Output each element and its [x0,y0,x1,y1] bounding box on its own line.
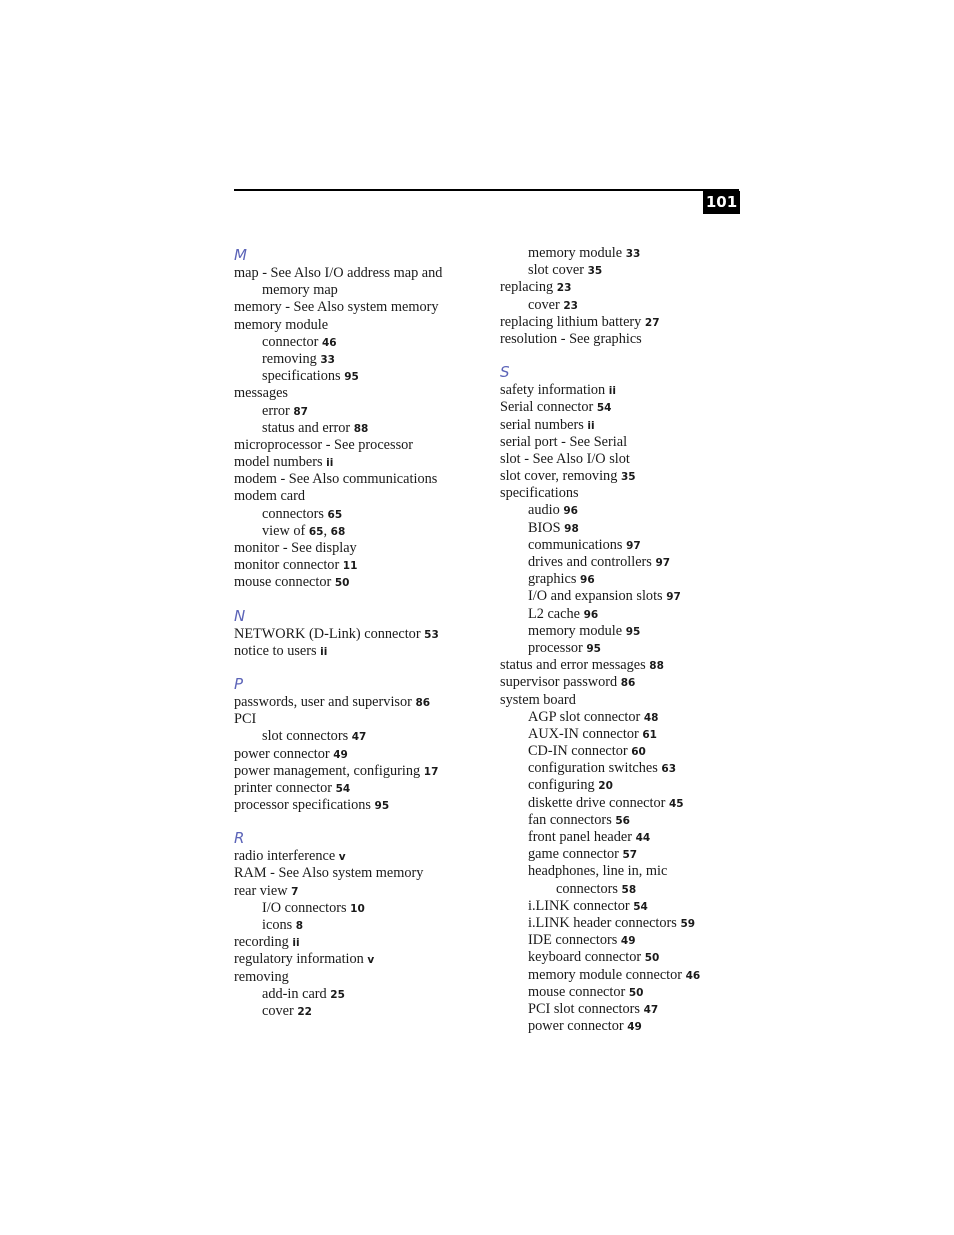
entry-term: status and error messages [500,657,646,674]
entry-term: RAM - See Also system memory [234,865,424,882]
index-entry-mouse-connector [234,574,484,591]
page-ref: 88 [649,660,664,673]
entry-term: removing [234,968,289,985]
index-entry-removing [234,351,484,368]
page-ref: 49 [620,935,636,948]
index-column-right [500,245,750,1035]
index-entry-monitor-connector [234,557,484,574]
page-ref: 33 [320,353,335,366]
index-entry-memory-module [234,317,484,334]
index-entry-rear-view [234,883,484,900]
entry-term: front panel header [528,829,632,845]
entry-term: error [262,402,290,419]
entry-term: specifications [262,368,341,385]
entry-term: graphics [528,571,577,588]
index-entry-pci [234,711,484,728]
page-ref: 10 [350,902,365,915]
entry-term: headphones, line in, mic [528,863,668,880]
page-ref: ii [326,457,334,470]
page-ref: 35 [587,265,603,278]
entry-term: keyboard connector [528,949,642,966]
entry-term: IDE connectors [528,932,618,949]
page-ref: 54 [335,782,351,795]
index-entry-specifications [500,485,750,502]
entry-term: model numbers [234,454,323,471]
entry-term: power management, configuring [234,762,421,779]
index-entry-icons [234,917,484,934]
page-ref: 60 [631,746,646,759]
index-entry-recording [234,934,484,951]
entry-term: memory map [262,282,338,299]
entry-term: rear view [234,882,288,899]
index-entry-agp-slot-connector [500,709,750,726]
page-ref: 87 [293,405,308,418]
page-ref: ii [608,385,616,398]
page-ref: 96 [563,505,578,518]
entry-term: AUX-IN connector [528,725,639,742]
entry-term: connectors [556,880,618,897]
index-entry-bios [500,520,750,537]
entry-term: replacing [500,279,554,296]
index-entry-connector [234,334,484,351]
index-section-s [500,362,750,1035]
index-entry-ram-see-also-system-memory [234,865,484,882]
entry-term: radio interference [234,848,336,865]
page-ref: 97 [666,591,681,604]
entry-term: connector [262,333,319,350]
section-letter: S [500,363,510,382]
page-ref: 35 [620,471,636,484]
entry-term: specifications [500,485,579,502]
page-ref: 48 [643,711,659,724]
page-ref: 47 [351,731,367,744]
index-entry-memory-module [500,623,750,640]
entry-term: slot - See Also I/O slot [500,450,630,467]
page-number: 101 [703,191,740,214]
index-entry-radio-interference [234,848,484,865]
page-ref: 68 [330,525,346,538]
entry-term: system board [500,691,576,708]
page-ref: ii [292,937,300,950]
page-ref: 25 [330,988,345,1001]
page-ref: 50 [628,986,644,999]
entry-term: passwords, user and supervisor [234,693,412,710]
index-entry-microprocessor-see-processor [234,437,484,454]
index-entry-mouse-connector [500,984,750,1001]
index-entry-processor [500,640,750,657]
entry-term: supervisor password [500,674,618,691]
index-entry-status-and-error-messages [500,657,750,674]
page-ref: 88 [353,422,369,435]
index-entry-serial-numbers [500,417,750,434]
section-letter: R [234,829,245,848]
entry-term: Serial connector [500,399,594,416]
index-section-m [234,245,484,592]
page-ref: 56 [615,814,630,827]
entry-term: power connector [528,1018,624,1035]
entry-term: removing [262,350,317,367]
page-ref: 95 [344,371,359,384]
entry-term: replacing lithium battery [500,313,642,330]
entry-term: printer connector [234,779,333,796]
page-ref: 50 [334,577,350,590]
page-ref: 33 [625,248,641,260]
page-ref: 27 [644,316,660,329]
entry-term: microprocessor - See processor [234,436,414,453]
index-section-r [234,828,484,1020]
index-entry-memory-map [234,282,484,299]
index-entry-supervisor-password [500,674,750,691]
entry-term: cover [528,296,560,313]
page-ref: 65 [308,525,324,538]
page-ref: 54 [596,402,612,415]
entry-term: PCI slot connectors [528,1000,640,1017]
index-entry-i-o-and-expansion-slots [500,588,750,605]
index-entry-power-connector [234,746,484,763]
index-entry-aux-in-connector [500,726,750,743]
page-ref: 50 [644,952,660,965]
entry-term: recording [234,934,289,951]
entry-term: communications [528,536,623,553]
index-entry-cover [234,1003,484,1020]
index-entry-memory-module [500,245,750,262]
entry-term: memory module [528,622,623,639]
index-entry-configuring [500,777,750,794]
index-entry-headphones-line-in-mic [500,863,750,880]
page-ref: 59 [680,917,696,930]
index-entry-communications [500,537,750,554]
entry-term: serial port - See Serial [500,433,628,450]
entry-term: icons [262,917,293,933]
page-ref: 49 [333,748,348,761]
entry-term: processor [528,639,583,656]
page-ref: ii [587,419,595,432]
entry-term: drives and controllers [528,554,652,570]
entry-term: AGP slot connector [528,708,641,725]
entry-term: mouse connector [528,983,626,1000]
entry-term: I/O connectors [262,899,347,916]
entry-term: memory - See Also system memory [234,299,439,316]
index-entry-slot-connectors [234,728,484,745]
index-entry-passwords-user-and-supervisor [234,694,484,711]
index-entry-replacing [500,279,750,296]
index-entry-memory-module-connector [500,967,750,984]
page-ref: 97 [626,539,641,552]
entry-term: diskette drive connector [528,794,666,811]
entry-term: map - See Also I/O address map and [234,265,443,281]
index-entry-error [234,403,484,420]
entry-term: slot cover [528,262,584,279]
index-entry-network-d-link-connector [234,626,484,643]
index-entry-fan-connectors [500,812,750,829]
index-entry-add-in-card [234,986,484,1003]
entry-term: messages [234,385,288,402]
index-entry-front-panel-header [500,829,750,846]
page-ref: 86 [415,696,431,709]
entry-term: monitor - See display [234,540,357,556]
index-entry-i-link-connector [500,898,750,915]
index-section-n [234,606,484,660]
index-entry-notice-to-users [234,643,484,660]
page-ref: 97 [655,557,671,569]
entry-term: modem - See Also communications [234,471,438,488]
entry-term: game connector [528,846,619,863]
index-entry-slot-cover [500,262,750,279]
entry-term: configuration switches [528,760,658,777]
entry-term: memory module connector [528,966,683,983]
page-ref: 63 [661,763,677,776]
page-ref: v [338,851,346,864]
page-ref: 46 [321,336,337,349]
index-entry-pci-slot-connectors [500,1001,750,1018]
index-entry-connectors [500,881,750,898]
entry-term: view of [262,522,306,539]
page-ref: 22 [297,1005,312,1018]
entry-term: resolution - See graphics [500,330,642,347]
entry-term: slot cover, removing [500,468,618,485]
index-entry-audio [500,502,750,519]
index-entry-replacing-lithium-battery [500,314,750,331]
entry-term: configuring [528,777,595,794]
page-ref: 65 [327,508,343,521]
page-ref: 95 [374,800,390,813]
index-entry-modem-see-also-communications [234,471,484,488]
index-entry-power-connector [500,1018,750,1035]
entry-term: safety information [500,382,606,399]
page-ref: 45 [668,797,684,810]
entry-term: processor specifications [234,797,371,814]
entry-term: memory module [528,245,623,261]
page-ref: 96 [583,608,599,621]
index-entry-messages [234,385,484,402]
entry-term: modem card [234,488,306,505]
index-entry-map-see-also-i-o-address-map-and [234,265,484,282]
index-entry-slot-see-also-i-o-slot [500,451,750,468]
entry-term: power connector [234,745,330,762]
page-ref: 8 [295,920,304,932]
page-ref: 58 [621,883,637,896]
page-ref: 54 [633,900,648,913]
index-entry-view-of: view of 65, 68 [262,522,346,539]
index-entry-slot-cover-removing [500,468,750,485]
entry-term: i.LINK connector [528,897,630,914]
index-entry-connectors [234,506,484,523]
page-ref: 86 [620,677,636,690]
page-ref: 49 [627,1021,642,1034]
index-entry-memory-see-also-system-memory [234,299,484,316]
index-entry-power-management-configuring [234,763,484,780]
entry-term: connectors [262,505,324,522]
entry-term: audio [528,502,560,519]
entry-term: NETWORK (D-Link) connector [234,625,421,642]
header-rule [234,189,739,191]
entry-term: cover [262,1002,294,1019]
section-letter: N [234,606,246,625]
index-entry-safety-information [500,382,750,399]
page-ref: 44 [635,832,651,844]
entry-term: i.LINK header connectors [528,914,677,931]
entry-term: notice to users [234,642,317,659]
index-entry-regulatory-information [234,951,484,968]
page-ref: 20 [598,780,613,793]
index-entry-model-numbers [234,454,484,471]
page-ref: 47 [643,1003,659,1016]
page-ref: 95 [586,642,601,655]
index-entry-resolution-see-graphics [500,331,750,348]
page-ref: 23 [556,282,572,295]
index-entry-modem-card [234,488,484,505]
index-section-continued [500,245,750,348]
index-entry-ide-connectors [500,932,750,949]
index-entry-configuration-switches [500,760,750,777]
index-entry-processor-specifications [234,797,484,814]
entry-term: L2 cache [528,605,580,622]
index-entry-printer-connector [234,780,484,797]
entry-term: add-in card [262,985,327,1002]
index-entry-system-board [500,692,750,709]
index-section-p [234,674,484,814]
page-ref: 17 [423,765,439,778]
entry-term: CD-IN connector [528,743,628,760]
index-column-left [234,245,484,1020]
page-ref: 7 [291,885,299,898]
index-entry-diskette-drive-connector [500,795,750,812]
index-entry-cover [500,297,750,314]
index-entry-specifications [234,368,484,385]
entry-term: BIOS [528,519,561,536]
page-ref: 46 [685,969,701,982]
entry-term: slot connectors [262,728,349,745]
index-entry-cd-in-connector [500,743,750,760]
page-ref: 11 [342,560,358,573]
index-entry-serial-port-see-serial [500,434,750,451]
page-ref: 57 [622,849,638,862]
index-entry-keyboard-connector [500,949,750,966]
index-entry-l2-cache [500,606,750,623]
index-entry-drives-and-controllers [500,554,750,571]
index-entry-game-connector [500,846,750,863]
index-entry-status-and-error [234,420,484,437]
page-ref: 23 [563,299,578,312]
entry-term: monitor connector [234,557,340,574]
entry-term: regulatory information [234,951,364,968]
page-ref: 96 [580,574,595,587]
index-entry-i-link-header-connectors [500,915,750,932]
entry-term: mouse connector [234,574,332,591]
index-entry-removing [234,969,484,986]
index-entry-graphics [500,571,750,588]
index-entry-serial-connector [500,399,750,416]
index-entry-monitor-see-display [234,540,484,557]
entry-term: I/O and expansion slots [528,588,663,605]
page-ref: 53 [424,628,439,641]
page-ref: 98 [564,522,579,535]
section-letter: M [234,246,247,264]
page-ref: v [367,954,375,967]
entry-term: fan connectors [528,811,612,828]
index-entry-i-o-connectors [234,900,484,917]
entry-term: PCI [234,711,257,728]
page-ref: 61 [642,728,657,741]
entry-term: memory module [234,316,329,333]
page-ref: ii [320,645,328,658]
entry-term: serial numbers [500,416,584,433]
section-letter: P [234,674,244,693]
entry-term: status and error [262,419,351,436]
page-ref: 95 [625,625,641,638]
